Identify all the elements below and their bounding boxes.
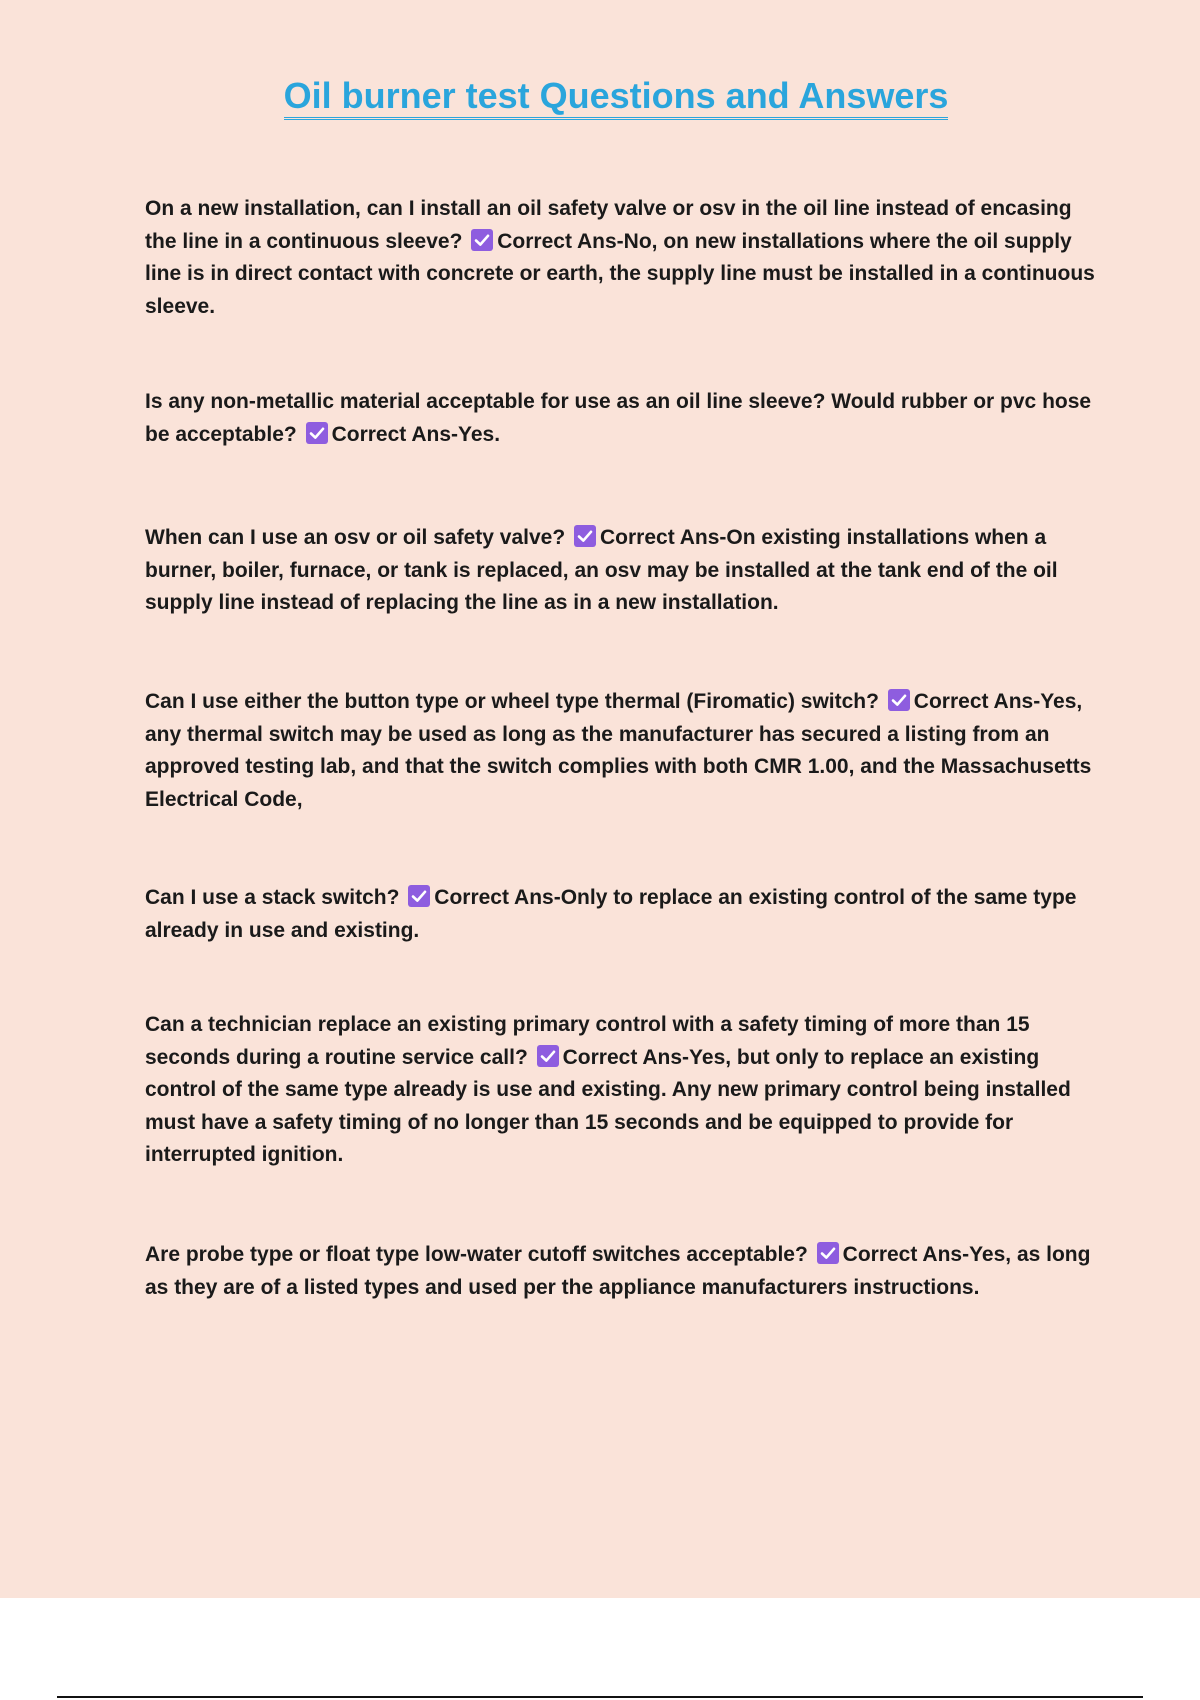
answer-text: Correct Ans-Yes, but only to replace an existing control of the same type already is use and existing. Any new primary control being installed must have a safety timing of no longer than 15 seconds and be equipped to provide for interrupted ignition. bbox=[145, 1045, 1071, 1166]
checkbox-checked-icon bbox=[471, 229, 493, 251]
qa-item-5 bbox=[145, 882, 1100, 947]
checkbox-checked-icon bbox=[306, 422, 328, 444]
footer-divider bbox=[57, 1696, 1143, 1698]
answer-text: Correct Ans-Yes, any thermal switch may be used as long as the manufacturer has secured a listing from an approved testing lab, and that the switch complies with both CMR 1.00, and the Massachusetts Electrical Code, bbox=[145, 690, 1092, 811]
qa-item-7 bbox=[145, 1239, 1100, 1304]
qa-item-1 bbox=[145, 193, 1100, 323]
answer-text: Correct Ans-Yes. bbox=[331, 422, 501, 446]
checkbox-checked-icon bbox=[537, 1045, 559, 1067]
answer-text: Correct Ans-On existing installations when a burner, boiler, furnace, or tank is replaced, an osv may be installed at the tank end of the oil supply line instead of replacing the line as in a new installation. bbox=[145, 526, 1058, 614]
qa-item-6 bbox=[145, 1009, 1100, 1172]
question-text: Are probe type or float type low-water cutoff switches acceptable? bbox=[145, 1243, 808, 1266]
qa-item-2 bbox=[145, 386, 1100, 451]
checkbox-checked-icon bbox=[888, 689, 910, 711]
question-text: When can I use an osv or oil safety valve? bbox=[145, 526, 566, 549]
answer-text: Correct Ans-Only to replace an existing control of the same type already in use and existing. bbox=[145, 886, 1077, 942]
question-text: Can I use either the button type or wheel type thermal (Firomatic) switch? bbox=[145, 690, 879, 713]
question-text: Can a technician replace an existing primary control with a safety timing of more than 15 seconds during a routine service call? bbox=[145, 1013, 1030, 1069]
checkbox-checked-icon bbox=[817, 1242, 839, 1264]
qa-item-4 bbox=[145, 686, 1100, 816]
checkbox-checked-icon bbox=[408, 885, 430, 907]
answer-text: Correct Ans-No, on new installations where the oil supply line is in direct contact with concrete or earth, the supply line must be installed in a continuous sleeve. bbox=[145, 229, 1095, 318]
question-text: Is any non-metallic material acceptable for use as an oil line sleeve? Would rubber or pvc hose be acceptable? bbox=[145, 390, 1092, 446]
qa-item-3 bbox=[145, 522, 1100, 620]
checkbox-checked-icon bbox=[574, 525, 596, 547]
question-text: On a new installation, can I install an oil safety valve or osv in the oil line instead of encasing the line in a continuous sleeve? bbox=[145, 197, 1072, 253]
answer-text: Correct Ans-Yes, as long as they are of a listed types and used per the appliance manufacturers instructions. bbox=[145, 1243, 1091, 1299]
page-title-text: Oil burner test Questions and Answers bbox=[284, 75, 949, 120]
question-text: Can I use a stack switch? bbox=[145, 886, 400, 909]
page-title bbox=[0, 74, 1200, 118]
